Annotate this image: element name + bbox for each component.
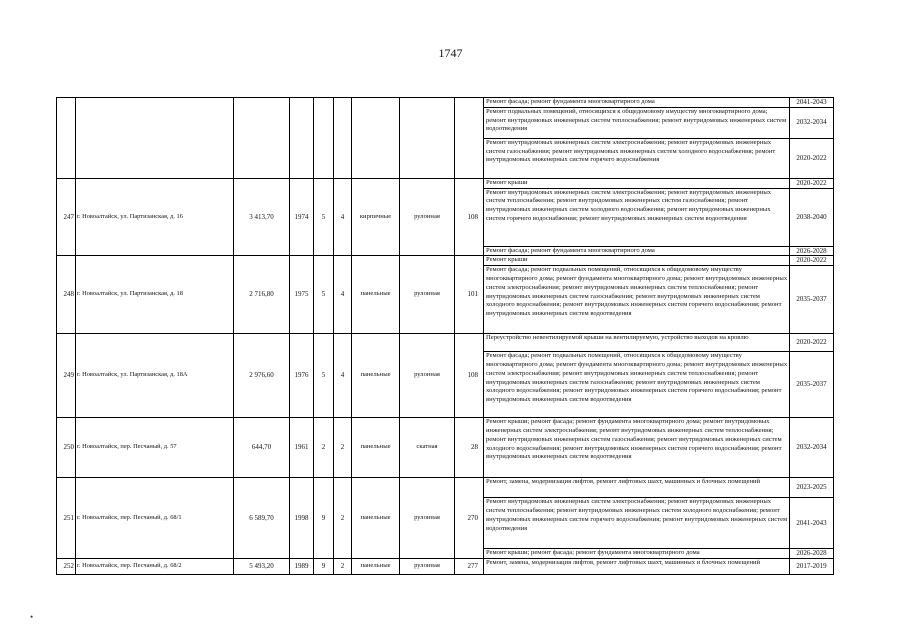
house-area: 5 493,20 [234,558,290,574]
house-residents: 108 [455,178,484,256]
house-residents: 270 [455,478,484,559]
repair-work-description: Ремонт фасада; ремонт фундамента многоквартирного дома [484,246,790,256]
house-address: г. Новоалтайск, ул. Партизанская, д. 18 [76,256,234,334]
house-entrances [334,98,352,179]
house-year [290,98,314,179]
house-roof-type: рулонная [400,256,455,334]
house-year: 1998 [290,478,314,559]
house-entrances: 2 [334,558,352,574]
house-number: 249 [57,334,76,418]
house-address: г. Новоалтайск, пер. Песчаный, д. 68/2 [76,558,234,574]
repair-work-description: Ремонт фасада; ремонт подвальных помещений, относящихся к общедомовому имуществу многоквартирного дома; ремонт фундамента многоквартирного дома; ремонт внутридомовых инженерных систем электроснабжения; ремонт внутридомовых инженерных систем теплоснабжения; ремонт внутридомовых инженерных систем газоснабжения; ремонт внутридомовых инженерных систем холодного водоснабжения; ремонт внутридомовых инженерных систем горячего водоснабжения; ремонт внутридомовых инженерных систем водоотведения [484,352,790,418]
house-wall-material [352,98,400,179]
house-wall-material: панельные [352,478,400,559]
house-year: 1975 [290,256,314,334]
house-wall-material: панельные [352,418,400,478]
repair-work-description: Ремонт крыши; ремонт фасада; ремонт фундамента многоквартирного дома; ремонт внутридомовых инженерных систем электроснабжения; ремонт внутридомовых инженерных систем теплоснабжения; ремонт внутридомовых инженерных систем газоснабжения; ремонт внутридомовых инженерных систем холодного водоснабжения; ремонт внутридомовых инженерных систем горячего водоснабжения; ремонт внутридомовых инженерных систем водоотведения [484,418,790,478]
repair-period: 2038-2040 [790,188,834,246]
table-row [57,178,834,188]
house-number: 248 [57,256,76,334]
house-year: 1974 [290,178,314,256]
house-address: г. Новоалтайск, пер. Песчаный, д. 57 [76,418,234,478]
house-address: г. Новоалтайск, ул. Партизанская, д. 18А [76,334,234,418]
repair-work-description: Ремонт внутридомовых инженерных систем электроснабжения; ремонт внутридомовых инженерных систем газоснабжения; ремонт внутридомовых инженерных систем холодного водоснабжения; ремонт внутридомовых инженерных систем горячего водоснабжения [484,138,790,178]
house-area: 644,70 [234,418,290,478]
house-year: 1989 [290,558,314,574]
house-number: 250 [57,418,76,478]
repair-period: 2020-2022 [790,178,834,188]
repair-work-description: Ремонт крыши [484,256,790,266]
house-floors [314,98,334,179]
repair-work-description: Ремонт крыши; ремонт фасада; ремонт фундамента многоквартирного дома [484,549,790,559]
house-entrances: 2 [334,478,352,559]
house-residents: 28 [455,418,484,478]
house-entrances: 2 [334,418,352,478]
page-number: 1747 [438,46,463,60]
table-row [57,418,834,478]
house-address: г. Новоалтайск, пер. Песчаный, д. 68/1 [76,478,234,559]
repair-work-description: Ремонт, замена, модернизация лифтов, ремонт лифтовых шахт, машинных и блочных помещений [484,558,790,574]
house-year: 1961 [290,418,314,478]
house-wall-material: панельные [352,334,400,418]
house-residents [455,98,484,179]
repair-period: 2026-2028 [790,549,834,559]
house-number: 252 [57,558,76,574]
house-area: 3 413,70 [234,178,290,256]
repair-period: 2041-2043 [790,498,834,549]
house-entrances: 4 [334,334,352,418]
house-number: 247 [57,178,76,256]
repair-work-description: Ремонт подвальных помещений, относящихся к общедомовому имуществу многоквартирного дома; ремонт внутридомовых инженерных систем теплоснабжения; ремонт внутридомовых инженерных систем водоотведения [484,107,790,138]
repair-work-description: Ремонт фасада; ремонт подвальных помещений, относящихся к общедомовому имуществу многоквартирного дома; ремонт фундамента многоквартирного дома; ремонт внутридомовых инженерных систем электроснабжения; ремонт внутридомовых инженерных систем теплоснабжения; ремонт внутридомовых инженерных систем газоснабжения; ремонт внутридомовых инженерных систем холодного водоснабжения; ремонт внутридомовых инженерных систем горячего водоснабжения; ремонт внутридомовых инженерных систем водоотведения [484,266,790,334]
repair-work-description: Ремонт фасада; ремонт фундамента многоквартирного дома [484,98,790,108]
house-residents: 277 [455,558,484,574]
repair-period: 2023-2025 [790,478,834,498]
house-area: 6 589,70 [234,478,290,559]
table-row [57,256,834,266]
table-row [57,478,834,498]
house-area [234,98,290,179]
scan-mark: • [30,612,34,622]
house-floors: 5 [314,178,334,256]
house-entrances: 4 [334,178,352,256]
house-wall-material: кирпичные [352,178,400,256]
house-number [57,98,76,179]
house-entrances: 4 [334,256,352,334]
capital-repair-table [56,97,834,575]
house-year: 1976 [290,334,314,418]
house-roof-type: скатная [400,418,455,478]
table-row [57,98,834,108]
repair-period: 2035-2037 [790,266,834,334]
house-number: 251 [57,478,76,559]
repair-work-description: Ремонт крыши [484,178,790,188]
house-area: 2 716,80 [234,256,290,334]
house-roof-type: рулонная [400,334,455,418]
repair-period: 2020-2022 [790,138,834,178]
house-roof-type [400,98,455,179]
repair-period: 2017-2019 [790,558,834,574]
house-wall-material: панельные [352,558,400,574]
repair-period: 2032-2034 [790,418,834,478]
table-row [57,334,834,352]
repair-period: 2041-2043 [790,98,834,108]
repair-work-description: Переустройство невентилируемой крыши на вентилируемую, устройство выходов на кровлю [484,334,790,352]
house-roof-type: рулонная [400,178,455,256]
house-roof-type: рулонная [400,478,455,559]
house-floors: 2 [314,418,334,478]
repair-period: 2026-2028 [790,246,834,256]
repair-period: 2035-2037 [790,352,834,418]
repair-work-description: Ремонт внутридомовых инженерных систем электроснабжения; ремонт внутридомовых инженерных систем теплоснабжения; ремонт внутридомовых инженерных систем газоснабжения; ремонт внутридомовых инженерных систем холодного водоснабжения; ремонт внутридомовых инженерных систем горячего водоснабжения; ремонт внутридомовых инженерных систем водоотведения [484,188,790,246]
repair-period: 2020-2022 [790,334,834,352]
house-address [76,98,234,179]
house-area: 2 976,60 [234,334,290,418]
repair-work-description: Ремонт внутридомовых инженерных систем электроснабжения; ремонт внутридомовых инженерных систем теплоснабжения; ремонт внутридомовых инженерных систем холодного водоснабжения; ремонт внутридомовых инженерных систем горячего водоснабжения; ремонт внутридомовых инженерных систем водоотведения [484,498,790,549]
repair-period: 2032-2034 [790,107,834,138]
house-address: г. Новоалтайск, ул. Партизанская, д. 16 [76,178,234,256]
house-roof-type: рулонная [400,558,455,574]
house-wall-material: панельные [352,256,400,334]
repair-period: 2020-2022 [790,256,834,266]
house-floors: 9 [314,478,334,559]
house-floors: 5 [314,256,334,334]
house-residents: 108 [455,334,484,418]
repair-work-description: Ремонт, замена, модернизация лифтов, ремонт лифтовых шахт, машинных и блочных помещений [484,478,790,498]
house-floors: 9 [314,558,334,574]
house-floors: 5 [314,334,334,418]
house-residents: 101 [455,256,484,334]
table-row [57,558,834,574]
